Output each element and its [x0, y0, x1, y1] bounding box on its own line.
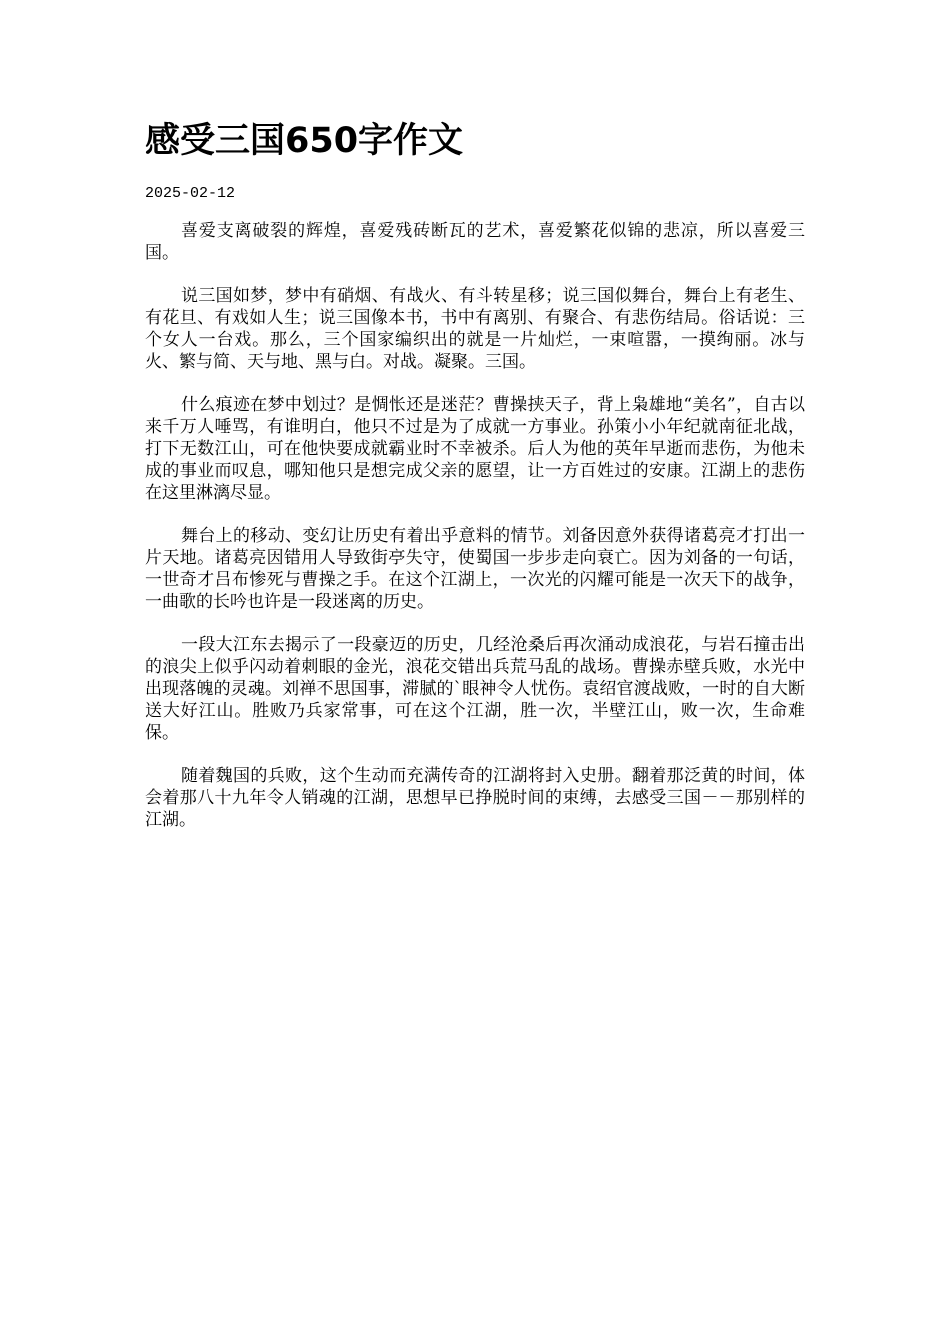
paragraph-1: 喜爱支离破裂的辉煌，喜爱残砖断瓦的艺术，喜爱繁花似锦的悲凉，所以喜爱三国。: [145, 221, 805, 263]
paragraph-6: 随着魏国的兵败，这个生动而充满传奇的江湖将封入史册。翻着那泛黄的时间，体会着那八十九年令人销魂的江湖，思想早已挣脱时间的束缚，去感受三国－－那别样的江湖。: [145, 766, 805, 830]
publish-date: 2025-02-12: [145, 185, 236, 202]
paragraph-2: 说三国如梦，梦中有硝烟、有战火、有斗转星移；说三国似舞台，舞台上有老生、有花旦、有戏如人生；说三国像本书，书中有离别、有聚合、有悲伤结局。俗话说：三个女人一台戏。那么，三个国家编织出的就是一片灿烂，一束喧嚣，一摸绚丽。冰与火、繁与简、天与地、黑与白。对战。凝聚。三国。: [145, 286, 805, 372]
article-body: [145, 220, 805, 831]
paragraph-5: 一段大江东去揭示了一段豪迈的历史，几经沧桑后再次涌动成浪花，与岩石撞击出的浪尖上似乎闪动着刺眼的金光，浪花交错出兵荒马乱的战场。曹操赤壁兵败，水光中出现落魄的灵魂。刘禅不思国事，滞腻的`眼神令人忧伤。袁绍官渡战败，一时的自大断送大好江山。胜败乃兵家常事，可在这个江湖，胜一次，半壁江山，败一次，生命难保。: [145, 635, 805, 743]
document-page: [145, 114, 805, 852]
paragraph-4: 舞台上的移动、变幻让历史有着出乎意料的情节。刘备因意外获得诸葛亮才打出一片天地。诸葛亮因错用人导致街亭失守，使蜀国一步步走向衰亡。因为刘备的一句话，一世奇才吕布惨死与曹操之手。在这个江湖上，一次光的闪耀可能是一次天下的战争，一曲歌的长吟也许是一段迷离的历史。: [145, 526, 805, 612]
paragraph-3: 什么痕迹在梦中划过？是惆怅还是迷茫？曹操挟天子，背上枭雄地“美名”，自古以来千万人唾骂，有谁明白，他只不过是为了成就一方事业。孙策小小年纪就南征北战，打下无数江山，可在他快要成就霸业时不幸被杀。后人为他的英年早逝而悲伤，为他未成的事业而叹息，哪知他只是想完成父亲的愿望，让一方百姓过的安康。江湖上的悲伤在这里淋漓尽显。: [145, 395, 805, 503]
document-title: 感受三国650字作文: [145, 121, 464, 161]
